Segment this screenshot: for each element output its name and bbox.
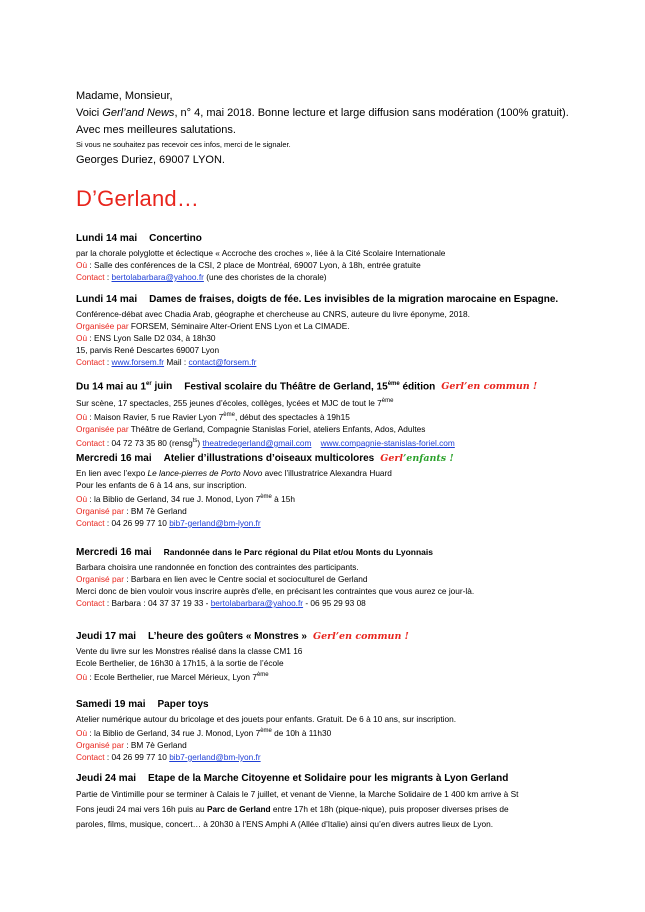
event-festival	[76, 377, 616, 449]
event-organizer	[76, 423, 616, 435]
tag-part: ’en commun !	[335, 631, 409, 642]
event-desc	[76, 467, 616, 479]
value: Le lance-pierres de Porto Novo	[147, 468, 263, 478]
event-heading	[76, 630, 616, 644]
label: Organisée par	[76, 321, 129, 331]
event-desc: paroles, films, musique, concert… à 20h30 à l’ENS Amphi A (Allée d’Italie) ainsi qu’en divers autres lieux de Lyon.	[76, 819, 494, 829]
event-title: Atelier d’illustrations d’oiseaux multicolores	[163, 453, 375, 464]
label: Organisé par	[76, 739, 124, 750]
event-desc: Partie de Vintimille pour se terminer à Calais le 7 juillet, et venant de Vienne, la Marche Solidaire de 1 400 km arrive à St	[76, 789, 519, 799]
value: :	[104, 272, 112, 282]
event-organizer	[76, 505, 616, 517]
value: : Barbara en lien avec le Centre social et socioculturel de Gerland	[123, 574, 368, 584]
value: Fons jeudi 24 mai vers 16h puis au	[76, 804, 207, 814]
event-title: Etape de la Marche Citoyenne et Solidaire pour les migrants à Lyon Gerland	[148, 773, 509, 784]
label: Organisé par	[76, 505, 124, 516]
event-contact	[76, 271, 616, 283]
label: Organisé par	[76, 574, 124, 584]
gerl-commun-tag	[313, 631, 409, 642]
sup: ème	[381, 398, 394, 405]
value: avec l’illustratrice Alexandra Huard	[262, 468, 392, 478]
event-title: Dames de fraises, doigts de fée. Les invisibles de la migration marocaine en Espagne.	[149, 294, 559, 305]
event-desc: Conférence-débat avec Chadia Arab, géographe et chercheuse au CNRS, auteure du livre éponyme, 2018.	[76, 309, 470, 319]
sup: ème	[223, 412, 235, 419]
label: Organisée par	[76, 423, 129, 434]
label: Où	[76, 333, 88, 343]
value: : la Biblio de Gerland, 34 rue J. Monod, Lyon 7	[87, 727, 261, 738]
value: (une des choristes de la chorale)	[203, 272, 327, 282]
event-contact	[76, 356, 616, 368]
event-desc: Ecole Berthelier, de 16h30 à 17h15, à la sortie de l’école	[76, 658, 284, 668]
event-desc: Merci donc de bien vouloir vous inscrire auprès d'elle, en précisant les contraintes que vous aurez ce jour-là.	[76, 586, 475, 596]
event-date: Mercredi 16 mai	[76, 547, 152, 558]
event-heading	[76, 698, 616, 712]
event-date: Lundi 14 mai	[76, 233, 138, 244]
event-contact	[76, 435, 616, 449]
intro-text: Voici	[76, 107, 103, 119]
event-title: Concertino	[149, 233, 202, 244]
event-heading	[76, 452, 616, 466]
email-link[interactable]: bib7-gerland@bm-lyon.fr	[169, 517, 261, 528]
event-desc: par la chorale polyglotte et éclectique « Accroche des croches », liée à la Cité Scolaire Internationale	[76, 248, 446, 258]
event-title: Randonnée dans le Parc régional du Pilat et/ou Monts du Lyonnais	[163, 547, 433, 557]
event-desc	[76, 802, 616, 817]
value: : Barbara : 04 37 37 19 33 -	[104, 598, 211, 608]
value: : BM 7è Gerland	[123, 505, 187, 516]
gerl-enfants-tag	[380, 453, 453, 464]
sup: ème	[260, 728, 272, 734]
event-heading	[76, 232, 616, 246]
value: : Maison Ravier, 5 rue Ravier Lyon 7	[87, 411, 224, 422]
label: Contact	[76, 751, 105, 762]
label: Où	[76, 411, 88, 422]
value: :	[104, 357, 112, 367]
intro-line	[76, 105, 569, 122]
label: Contact	[76, 517, 105, 528]
email-link[interactable]: theatredegerland@gmail.com	[202, 437, 312, 448]
unsubscribe-note: Si vous ne souhaitez pas recevoir ces infos, merci de le signaler.	[76, 140, 291, 149]
label: Contact	[76, 357, 105, 367]
page-title: D’Gerland…	[76, 186, 200, 211]
event-date: Jeudi 17 mai	[76, 631, 137, 642]
event-location	[76, 669, 616, 683]
event-randonnee	[76, 545, 616, 609]
sup: ème	[387, 381, 400, 387]
tag-part: Gerl	[441, 381, 465, 393]
value: : BM 7è Gerland	[123, 739, 187, 750]
event-location	[76, 332, 616, 344]
event-desc: Vente du livre sur les Monstres réalisé dans la classe CM1 16	[76, 646, 303, 656]
value: Parc de Gerland	[206, 804, 271, 814]
regards: Avec mes meilleures salutations.	[76, 124, 236, 136]
value: FORSEM, Séminaire Alter-Orient ENS Lyon et La CIMADE.	[128, 321, 350, 331]
event-date: Samedi 19 mai	[76, 699, 146, 710]
value: : 04 26 99 77 10	[104, 751, 170, 762]
website-link[interactable]: www.compagnie-stanislas-foriel.com	[320, 437, 455, 448]
newsletter-name: Gerl’and News	[102, 107, 175, 119]
event-paper-toys	[76, 698, 616, 763]
event-location	[76, 491, 616, 505]
event-date: juin	[151, 381, 173, 393]
gerl-commun-tag	[441, 381, 537, 392]
event-heading	[76, 772, 616, 786]
event-location	[76, 725, 616, 739]
event-title: Festival scolaire du Théâtre de Gerland, 15	[184, 381, 388, 393]
event-desc: Atelier numérique autour du bricolage et des jouets pour enfants. Gratuit. De 6 à 10 ans, sur inscription.	[76, 714, 457, 724]
value: , début des spectacles à 19h15	[234, 411, 350, 422]
event-organizer	[76, 320, 616, 332]
event-illustration	[76, 452, 616, 529]
label: Où	[76, 671, 88, 682]
event-desc	[76, 395, 616, 409]
value: )	[197, 437, 203, 448]
value: à 15h	[271, 493, 295, 504]
label: Où	[76, 260, 88, 270]
event-date: Mercredi 16 mai	[76, 453, 152, 464]
intro-text: , n° 4, mai 2018. Bonne lecture et large diffusion sans modération (100% gratuit).	[174, 107, 569, 119]
event-date: Du 14 mai au 1	[76, 381, 147, 393]
value: Mail :	[164, 357, 189, 367]
sup: er	[146, 381, 152, 387]
value: : Salle des conférences de la CSI, 2 place de Montréal, 69007 Lyon, à 18h, entrée gratuite	[87, 260, 421, 270]
value: : ENS Lyon Salle D2 034, à 18h30	[87, 333, 216, 343]
website-link[interactable]: www.forsem.fr	[111, 357, 165, 367]
email-link[interactable]: bib7-gerland@bm-lyon.fr	[169, 751, 261, 762]
event-organizer	[76, 573, 616, 585]
sup: ème	[260, 494, 272, 500]
value: : 04 72 73 35 80 (rensg	[104, 437, 193, 448]
value: entre 17h et 18h (pique-nique), puis proposer diverses prises de	[270, 804, 509, 814]
event-title: édition	[399, 381, 436, 393]
tag-part: Gerl	[312, 631, 336, 642]
event-heading	[76, 293, 616, 307]
value: - 06 95 29 93 08	[303, 598, 366, 608]
greeting: Madame, Monsieur,	[76, 90, 173, 102]
event-title: Paper toys	[157, 699, 209, 710]
event-contact	[76, 597, 616, 609]
event-location	[76, 409, 616, 423]
signature: Georges Duriez, 69007 LYON.	[76, 154, 225, 166]
value: Théâtre de Gerland, Compagnie Stanislas Foriel, ateliers Enfants, Ados, Adultes	[128, 423, 426, 434]
event-contact	[76, 517, 616, 529]
tag-part: ’en commun !	[464, 381, 538, 393]
value: Sur scène, 17 spectacles, 255 jeunes d’écoles, collèges, lycées et MJC de tout le 7	[76, 398, 382, 409]
tag-part: ’enfants !	[403, 453, 454, 464]
event-concertino	[76, 232, 616, 283]
event-desc: Pour les enfants de 6 à 14 ans, sur inscription.	[76, 480, 247, 490]
event-location	[76, 259, 616, 271]
value: : Ecole Berthelier, rue Marcel Mérieux, Lyon 7	[87, 671, 257, 682]
label: Contact	[76, 598, 105, 608]
sup: ème	[256, 672, 269, 678]
label: Contact	[76, 437, 105, 448]
label: Où	[76, 493, 88, 504]
event-address: 15, parvis René Descartes 69007 Lyon	[76, 345, 220, 355]
event-heading	[76, 545, 616, 560]
label: Contact	[76, 272, 105, 282]
sup: ts	[192, 437, 198, 444]
email-link[interactable]: bertolabarbara@yahoo.fr	[111, 272, 204, 282]
tag-part: Gerl	[380, 453, 403, 464]
value: : 04 26 99 77 10	[104, 517, 170, 528]
value: : la Biblio de Gerland, 34 rue J. Monod, Lyon 7	[87, 493, 261, 504]
value: En lien avec l’expo	[76, 468, 148, 478]
event-organizer	[76, 739, 616, 751]
event-conference	[76, 293, 616, 368]
email-link[interactable]: contact@forsem.fr	[188, 357, 257, 367]
label: Où	[76, 727, 88, 738]
event-desc: Barbara choisira une randonnée en fonction des contraintes des participants.	[76, 562, 359, 572]
email-link[interactable]: bertolabarbara@yahoo.fr	[210, 598, 304, 608]
event-heading	[76, 377, 616, 394]
value: de 10h à 11h30	[271, 727, 332, 738]
event-date: Jeudi 24 mai	[76, 773, 137, 784]
event-contact	[76, 751, 616, 763]
intro-block	[76, 88, 569, 169]
event-marche	[76, 772, 616, 832]
event-title: L’heure des goûters « Monstres »	[148, 631, 307, 642]
event-date: Lundi 14 mai	[76, 294, 138, 305]
event-gouters	[76, 630, 616, 683]
